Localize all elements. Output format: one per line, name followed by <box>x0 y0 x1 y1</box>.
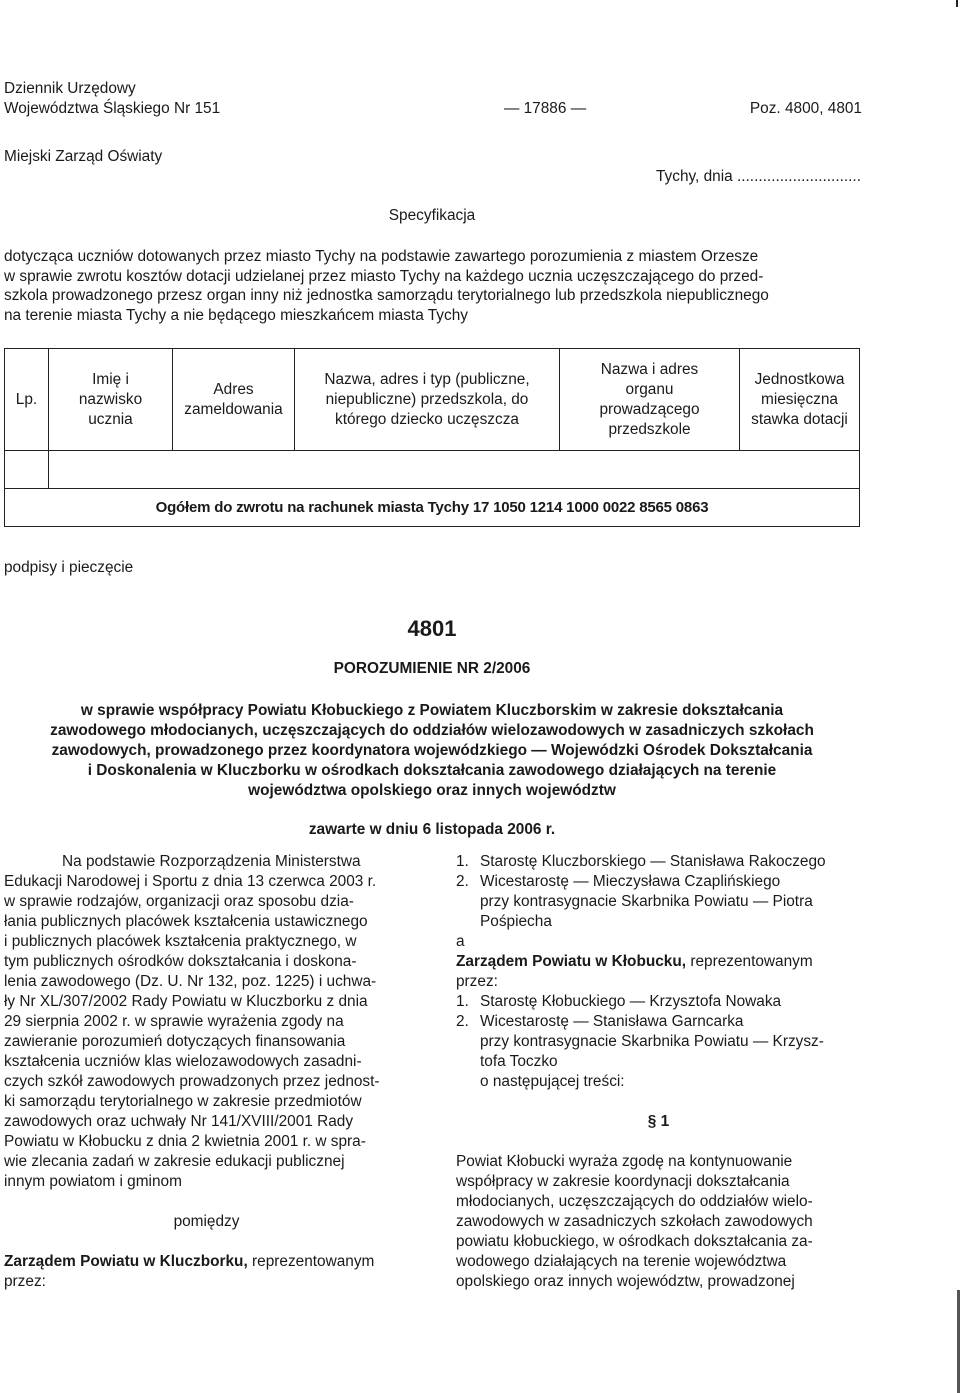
item-number: 1. <box>456 853 469 870</box>
subject-line: zawodowego młodocianych, uczęszczających do oddziałów wielozawodowych w zasadniczych szkołach <box>50 722 814 739</box>
party-2-name: Zarządem Powiatu w Kłobucku, <box>456 953 687 970</box>
signatures-label: podpisy i pieczęcie <box>4 559 134 576</box>
section-line: zawodowych w zasadniczych szkołach zawodowych <box>456 1213 813 1230</box>
section-text <box>456 1152 861 1292</box>
right-column <box>456 852 861 1292</box>
party-1-by: przez: <box>4 1273 46 1290</box>
party-1-name: Zarządem Powiatu w Kluczborku, <box>4 1253 248 1270</box>
act-date: zawarte w dniu 6 listopada 2006 r. <box>308 821 556 838</box>
item-text: Starostę Kluczborskiego — Stanisława Rakoczego <box>480 853 826 870</box>
basis-line: Powiatu w Kłobucku z dnia 2 kwietnia 2001 r. w spra- <box>4 1133 366 1150</box>
countersign-line: przy kontrasygnacie Skarbnika Powiatu — Piotra <box>480 893 813 910</box>
place-date: Tychy, dnia ............................. <box>656 168 861 185</box>
item-text: Wicestarostę — Mieczysława Czaplińskiego <box>480 873 781 890</box>
party-2-rest: reprezentowanym <box>686 953 813 970</box>
table-cell <box>49 451 860 489</box>
list-item <box>456 992 861 1012</box>
basis-line: tym publicznych ośrodków dokształcania i doskona- <box>4 953 357 970</box>
list-item <box>456 1012 861 1032</box>
intro-line: dotycząca uczniów dotowanych przez miasto Tychy na podstawie zawartego porozumienia z miastem Orzesze <box>4 248 759 265</box>
basis-line: czych szkół zawodowych prowadzonych przez jednost- <box>4 1073 380 1090</box>
party-1-rest: reprezentowanym <box>247 1253 375 1270</box>
intro-line: w sprawie zwrotu kosztów dotacji udzielanej przez miasto Tychy na każdego ucznia uczęszczającego do przed- <box>4 267 764 285</box>
item-text: Wicestarostę — Stanisława Garncarka <box>480 1013 744 1030</box>
section-line: powiatu kłobuckiego, w ośrodkach dokształcania za- <box>456 1233 813 1250</box>
header-organ: Nazwa i adres organu prowadzącego przedszkole <box>560 349 740 451</box>
item-number: 2. <box>456 1013 469 1030</box>
basis-line: w sprawie rodzajów, organizacji oraz sposobu dzia- <box>4 893 354 910</box>
institution-name: Miejski Zarząd Oświaty <box>4 148 163 165</box>
item-text: Starostę Kłobuckiego — Krzysztofa Nowaka <box>480 993 782 1010</box>
table-row <box>5 451 860 489</box>
basis-line: wie zlecania zadań w zakresie edukacji publicznej <box>4 1153 345 1170</box>
edge-mark-top-right <box>956 0 958 7</box>
subject-line: i Doskonalenia w Kluczborku w ośrodkach dokształcania zawodowego działających na terenie <box>87 762 777 779</box>
subject-line: województwa opolskiego oraz innych województw <box>248 782 616 799</box>
basis-line: zawodowych oraz uchwały Nr 141/XVIII/2001 Rady <box>4 1113 354 1130</box>
intro-line: szkola prowadzonego przesz organ inny niż jednostka samorządu terytorialnego lub przedszkola niepublicznego <box>4 287 769 304</box>
subject-line: w sprawie współpracy Powiatu Kłobuckiego z Powiatem Kluczborskim w zakresie dokształcania <box>80 702 784 719</box>
countersign-line: Pośpiecha <box>480 913 552 930</box>
section-line: Powiat Kłobucki wyraża zgodę na kontynuowanie <box>456 1153 793 1170</box>
basis-line: zawieranie porozumień dotyczących finansowania <box>4 1033 346 1050</box>
list-item <box>456 852 861 872</box>
basis-line: 29 sierpnia 2002 r. w sprawie wyrażenia zgody na <box>4 1013 344 1030</box>
basis-line: łania publicznych placówek kształcenia ustawicznego <box>4 913 368 930</box>
total-label: Ogółem do zwrotu na rachunek miasta Tychy 17 1050 1214 1000 0022 8565 0863 <box>5 489 860 527</box>
basis-line: Na podstawie Rozporządzenia Ministerstwa <box>62 853 361 870</box>
table-header-row <box>5 349 860 451</box>
journal-line-1: Dziennik Urzędowy <box>4 80 136 97</box>
section-line: opolskiego oraz innych województw, prowadzonej <box>456 1273 795 1290</box>
position-number: Poz. 4800, 4801 <box>749 100 862 117</box>
basis-line: i publicznych placówek kształcenia praktycznego, w <box>4 933 357 950</box>
act-number: 4801 <box>407 616 457 641</box>
countersign-2 <box>456 1032 861 1072</box>
intro-line: na terenie miasta Tychy a nie będącego mieszkańcem miasta Tychy <box>4 306 468 324</box>
page-number: — 17886 — <box>503 100 587 117</box>
countersign-1 <box>456 892 861 932</box>
header-address: Adres zameldowania <box>173 349 295 451</box>
specification-table <box>4 348 860 527</box>
and-label: a <box>456 933 465 950</box>
act-title: POROZUMIENIE NR 2/2006 <box>333 660 531 677</box>
basis-line: lenia zawodowego (Dz. U. Nr 132, poz. 1225) i uchwa- <box>4 973 377 990</box>
countersign-line: przy kontrasygnacie Skarbnika Powiatu — Krzysz- <box>480 1033 824 1050</box>
header-name: Imię i nazwisko ucznia <box>49 349 173 451</box>
between-label: pomiędzy <box>173 1213 240 1230</box>
header-row <box>4 99 862 119</box>
section-line: współpracy w zakresie koordynacji dokształcania <box>456 1173 790 1190</box>
journal-name <box>4 79 136 99</box>
table-cell <box>5 451 49 489</box>
act-subject <box>0 701 864 801</box>
basis-line: innym powiatom i gminom <box>4 1173 182 1190</box>
subject-line: zawodowych, prowadzonego przez koordynatora wojewódzkiego — Wojewódzki Ośrodek Dokształcania <box>51 742 813 759</box>
party-1 <box>4 1252 409 1272</box>
journal-line-2: Województwa Śląskiego Nr 151 <box>4 100 221 117</box>
header-lp: Lp. <box>5 349 49 451</box>
section-line: wodowego działających na terenie województwa <box>456 1253 787 1270</box>
left-column <box>4 852 409 1292</box>
following-label: o następującej treści: <box>480 1073 625 1090</box>
form-intro <box>4 247 860 325</box>
item-number: 2. <box>456 873 469 890</box>
basis-line: ły Nr XL/307/2002 Rady Powiatu w Kluczborku z dnia <box>4 993 368 1010</box>
basis-line: ki samorządu terytorialnego w zakresie przedmiotów <box>4 1093 362 1110</box>
basis-line: Edukacji Narodowej i Sportu z dnia 13 czerwca 2003 r. <box>4 873 377 890</box>
countersign-line: tofa Toczko <box>480 1053 558 1070</box>
table-total-row <box>5 489 860 527</box>
header-rate: Jednostkowa miesięczna stawka dotacji <box>740 349 860 451</box>
form-title: Specyfikacja <box>388 207 476 224</box>
party-2-by: przez: <box>456 973 498 990</box>
basis-line: kształcenia uczniów klas wielozawodowych zasadni- <box>4 1053 362 1070</box>
list-item <box>456 872 861 892</box>
legal-basis <box>4 852 409 1192</box>
section-heading: § 1 <box>647 1113 670 1130</box>
item-number: 1. <box>456 993 469 1010</box>
section-line: młodocianych, uczęszczających do oddziałów wielo- <box>456 1193 813 1210</box>
party-2 <box>456 952 861 972</box>
header-kindergarten: Nazwa, adres i typ (publiczne, niepubliczne) przedszkola, do którego dziecko uczęszcza <box>295 349 560 451</box>
